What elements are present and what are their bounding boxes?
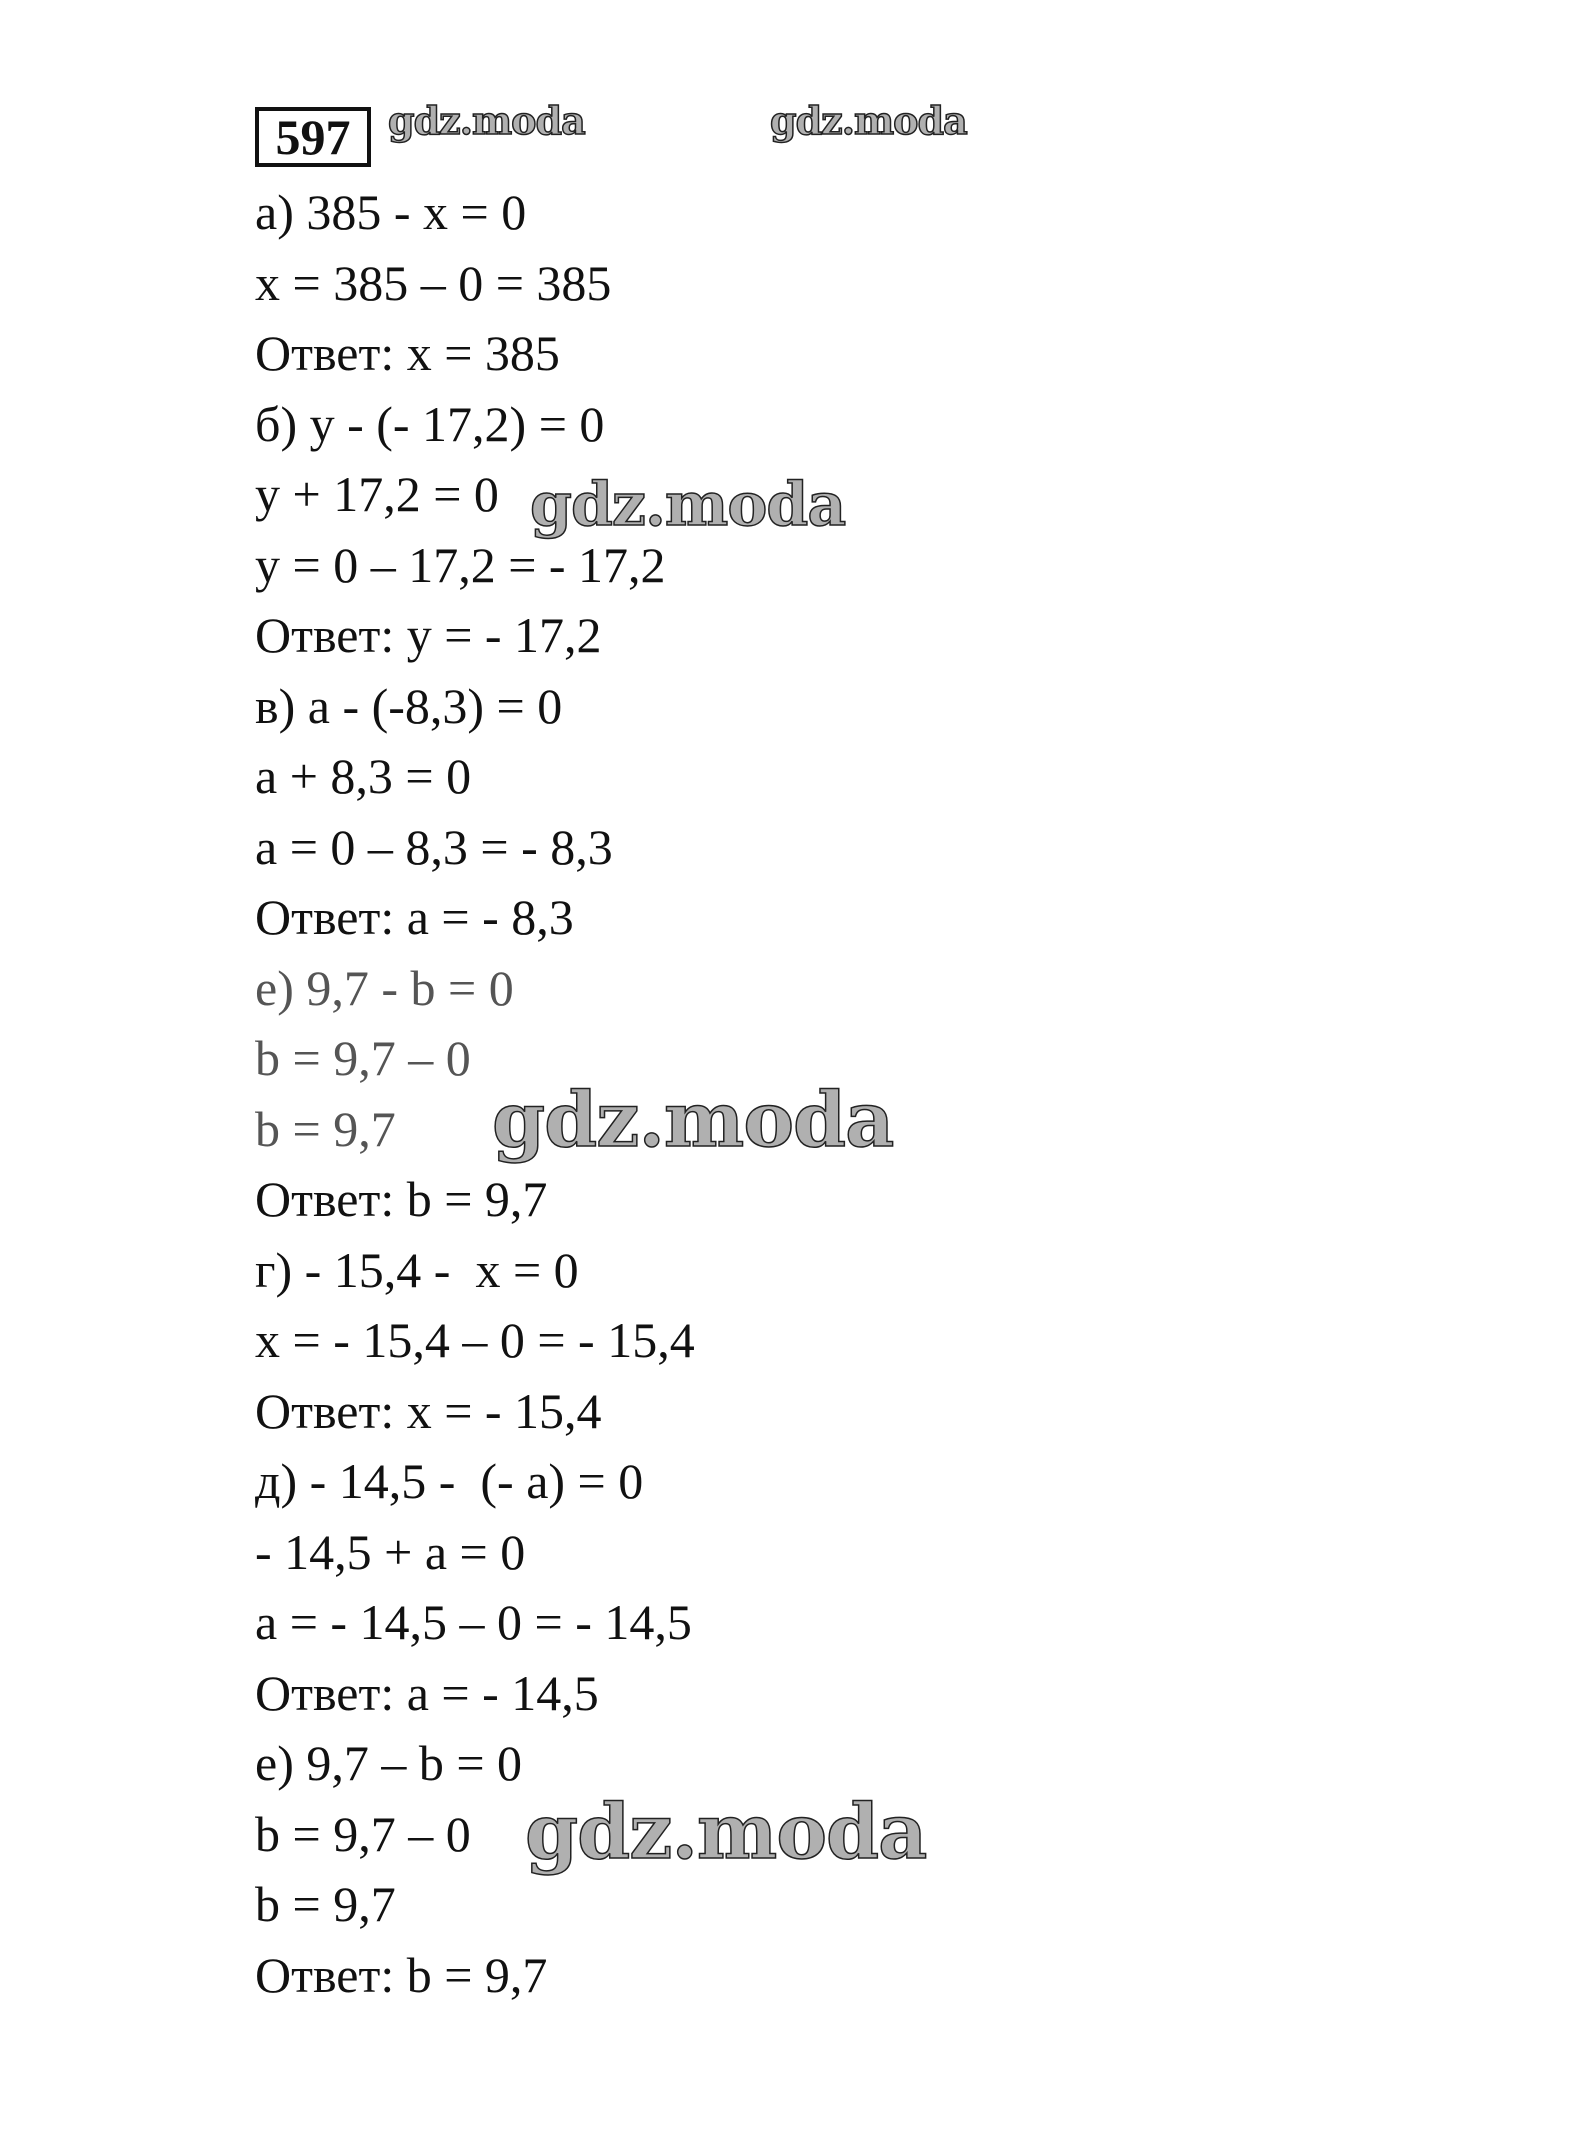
solution-lines [255,177,695,2010]
watermark-2: gdz.moda [770,98,967,143]
solution-line: - 14,5 + a = 0 [255,1523,526,1580]
problem-number: 597 [255,107,371,167]
solution-line: a = 0 – 8,3 = - 8,3 [255,818,613,875]
solution-line: b = 9,7 – 0 [255,1030,471,1086]
solution-line: Ответ: x = 385 [255,325,560,381]
solution-line: Ответ: a = - 8,3 [255,889,574,945]
solution-line: b = 9,7 [255,1100,396,1157]
solution-line: b = 9,7 – 0 [255,1805,471,1862]
solution-line: а) 385 - x = 0 [255,184,527,240]
watermark-5: gdz.moda [525,1787,927,1876]
solution-line: е) 9,7 - b = 0 [255,959,514,1016]
solution-line: b = 9,7 [255,1876,396,1932]
solution-line: г) - 15,4 - x = 0 [255,1241,579,1298]
solution-line: x = - 15,4 – 0 = - 15,4 [255,1312,695,1368]
solution-line: y = 0 – 17,2 = - 17,2 [255,536,666,593]
watermark-4: gdz.moda [492,1075,894,1164]
solution-line: в) a - (-8,3) = 0 [255,677,563,734]
solution-line: е) 9,7 – b = 0 [255,1735,523,1791]
solution-line: д) - 14,5 - (- a) = 0 [255,1453,644,1509]
solution-line: б) y - (- 17,2) = 0 [255,395,605,452]
solution-line: a + 8,3 = 0 [255,748,472,804]
solution-line: Ответ: x = - 15,4 [255,1382,602,1439]
watermark-3: gdz.moda [530,470,846,540]
solution-line: Ответ: b = 9,7 [255,1946,548,2003]
solution-line: x = 385 – 0 = 385 [255,254,612,311]
watermark-1: gdz.moda [388,98,585,143]
solution-line: y + 17,2 = 0 [255,466,499,522]
solution-line: Ответ: b = 9,7 [255,1171,548,1227]
solution-line: Ответ: a = - 14,5 [255,1664,599,1721]
solution-line: a = - 14,5 – 0 = - 14,5 [255,1594,692,1650]
solution-line: Ответ: y = - 17,2 [255,607,602,663]
